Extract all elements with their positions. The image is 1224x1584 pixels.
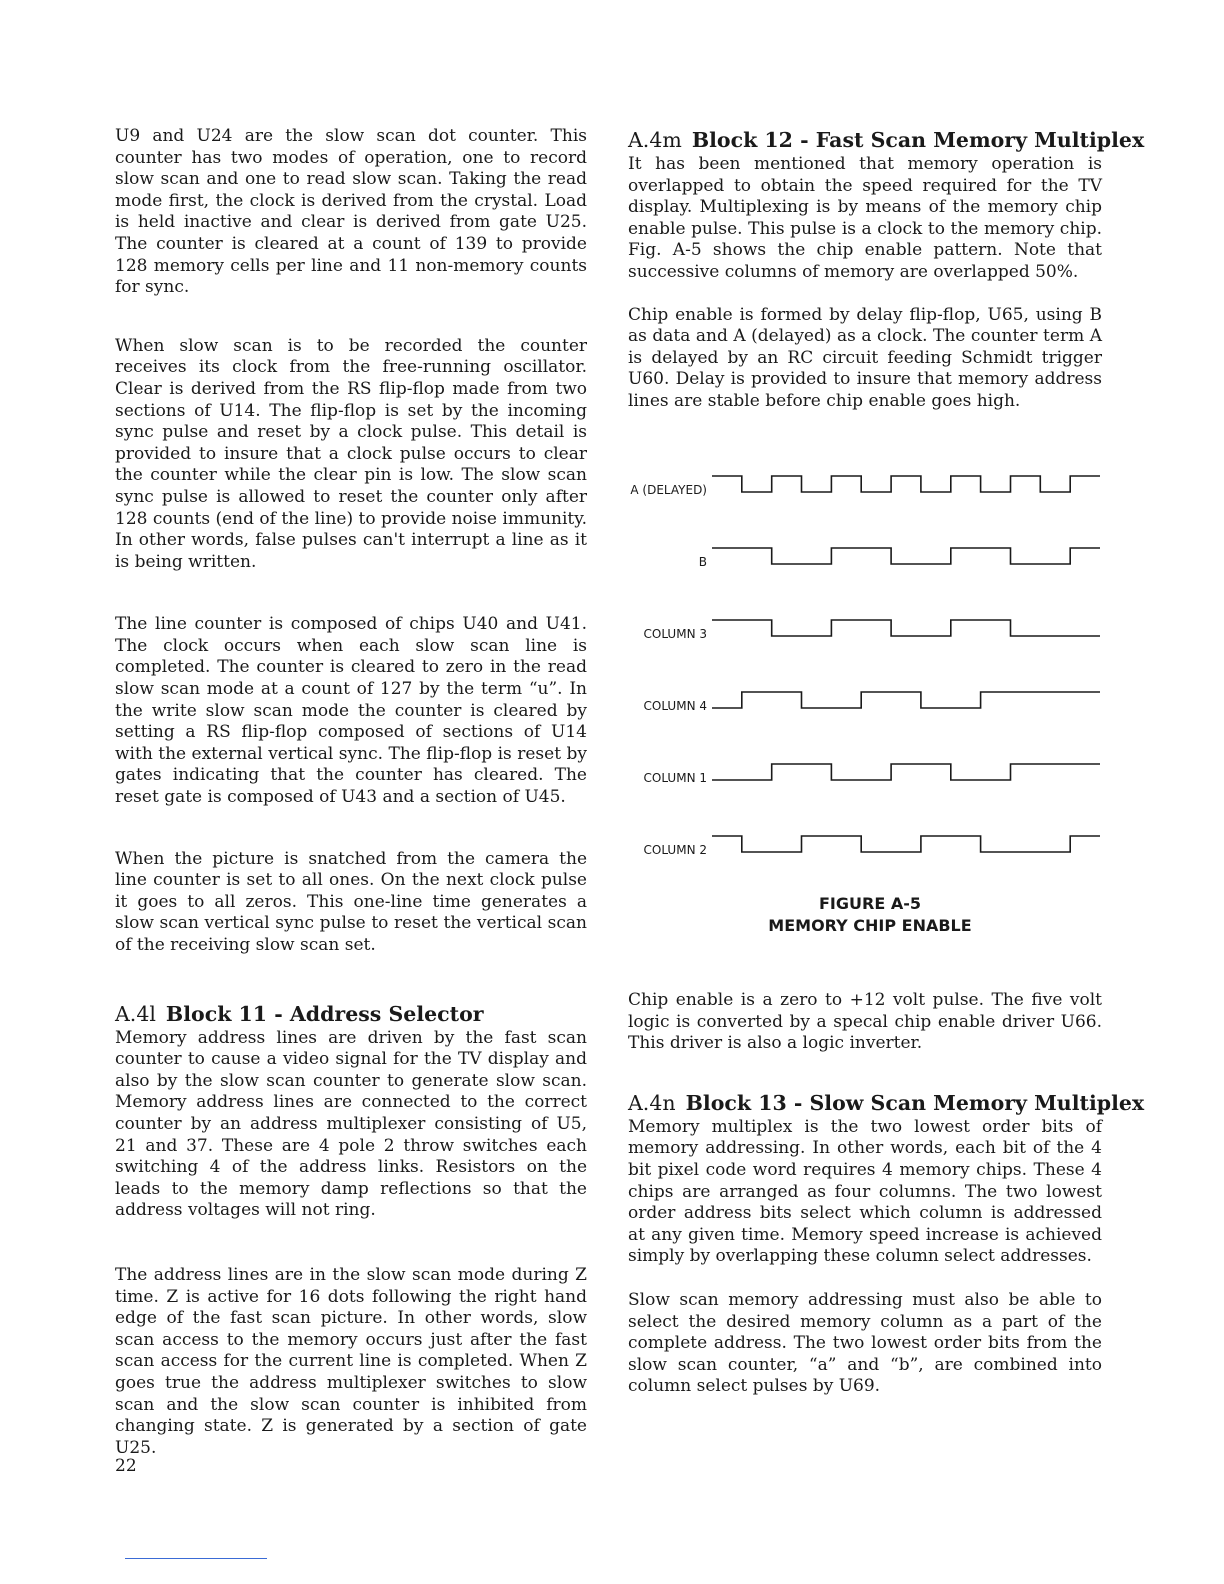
signal-waveform — [712, 692, 1100, 708]
signal-waveform — [712, 764, 1100, 780]
paragraph-z-time: The address lines are in the slow scan mode during Z time. Z is active for 16 dots following the right hand edge of the fast scan picture. In other words, slow scan access to the memory occurs just after the fast scan access for the current line is completed. When Z goes true the address multiplexer switches to slow scan and the slow scan counter is inhibited from changing state. Z is generated by a section of gate U25. — [115, 1264, 587, 1458]
page-number: 22 — [115, 1456, 137, 1476]
paragraph-chip-enable-formed: Chip enable is formed by delay flip-flop, U65, using B as data and A (delayed) as a clock. The counter term A is delayed by an RC circuit feeding Schmidt trigger U60. Delay is provided to insure that memory address lines are stable before chip enable goes high. — [628, 304, 1102, 411]
footer-rule — [125, 1558, 267, 1559]
signal-label: A (DELAYED) — [630, 483, 707, 497]
signal-label: B — [698, 555, 707, 569]
section-number: A.4m — [628, 128, 682, 152]
signal-waveform — [712, 620, 1100, 636]
timing-diagram — [628, 470, 1102, 870]
figure-caption-number: FIGURE A-5 — [819, 894, 921, 913]
section-title: Block 12 - Fast Scan Memory Multiplex — [691, 128, 1145, 152]
signal-label: COLUMN 4 — [643, 699, 707, 713]
paragraph-slow-scan-dot-counter: U9 and U24 are the slow scan dot counter. This counter has two modes of operation, one to record slow scan and one to read slow scan. Taking the read mode first, the clock is derived from the crystal. Load is held inactive and clear is derived from gate U25. The counter is cleared at a count of 139 to provide 128 memory cells per line and 11 non-memory counts for sync. — [115, 126, 587, 298]
section-title: Block 13 - Slow Scan Memory Multiplex — [685, 1090, 1145, 1115]
paragraph-address-lines-driven: Memory address lines are driven by the fast scan counter to cause a video signal for the TV display and also by the slow scan counter to generate slow scan. Memory address lines are connected to the correct counter by an address multiplexer consisting of U5, 21 and 37. These are 4 pole 2 throw switches each switching 4 of the address links. Resistors on the leads to the memory damp reflections so that the address voltages will not ring. — [115, 1027, 587, 1221]
section-number: A.4l — [115, 1001, 156, 1026]
paragraph-slow-scan-addressing: Slow scan memory addressing must also be able to select the desired memory column as a part of the complete address. The two lowest order bits from the slow scan counter, “a” and “b”, are combined into column select pulses by U69. — [628, 1289, 1102, 1397]
paragraph-memory-multiplex: Memory multiplex is the two lowest order bits of memory addressing. In other words, each bit of the 4 bit pixel code word requires 4 memory chips. These 4 chips are arranged as four columns. The two lowest order address bits select which column is addressed at any given time. Memory speed increase is achieved simply by overlapping these column select addresses. — [628, 1116, 1102, 1267]
section-heading-a4m — [628, 126, 1145, 154]
section-number: A.4n — [628, 1090, 676, 1115]
timing-diagram-svg — [628, 470, 1102, 870]
right-column-bottom — [628, 990, 1145, 1398]
signal-label: COLUMN 3 — [643, 627, 707, 641]
paragraph-record-slow-scan: When slow scan is to be recorded the counter receives its clock from the free-running oscillator. Clear is derived from the RS flip-flop made from two sections of U14. The flip-flop is set by the incoming sync pulse and reset by a clock pulse. This detail is provided to insure that a clock pulse occurs to clear the counter while the clear pin is low. The slow scan sync pulse is allowed to reset the counter only after 128 counts (end of the line) to provide noise immunity. In other words, false pulses can't interrupt a line as it is being written. — [115, 335, 587, 572]
section-heading-a4l — [115, 1000, 587, 1028]
figure-caption-title: MEMORY CHIP ENABLE — [768, 916, 972, 935]
signal-label: COLUMN 2 — [643, 843, 707, 857]
right-column-top — [628, 126, 1145, 413]
signal-waveform — [712, 836, 1100, 852]
signal-waveform — [712, 548, 1100, 564]
signal-waveform — [712, 476, 1100, 492]
paragraph-picture-snatched: When the picture is snatched from the camera the line counter is set to all ones. On the next clock pulse it goes to all zeros. This one-line time generates a slow scan vertical sync pulse to reset the vertical scan of the receiving slow scan set. — [115, 848, 587, 955]
paragraph-memory-overlapped: It has been mentioned that memory operation is overlapped to obtain the speed required for the TV display. Multiplexing is by means of the memory chip enable pulse. This pulse is a clock to the memory chip. Fig. A-5 shows the chip enable pattern. Note that successive columns of memory are overlapped 50%. — [628, 154, 1102, 282]
section-title: Block 11 - Address Selector — [165, 1001, 484, 1026]
signal-label: COLUMN 1 — [643, 771, 707, 785]
left-column — [115, 126, 587, 1459]
paragraph-line-counter: The line counter is composed of chips U40 and U41. The clock occurs when each slow scan line is completed. The counter is cleared to zero in the read slow scan mode at a count of 127 by the term “u”. In the write slow scan mode the counter is cleared by setting a RS flip-flop composed of sections of U14 with the external vertical sync. The flip-flop is reset by gates indicating that the counter has cleared. The reset gate is composed of U43 and a section of U45. — [115, 614, 587, 808]
section-heading-a4n — [628, 1089, 1145, 1117]
paragraph-chip-enable-pulse: Chip enable is a zero to +12 volt pulse. The five volt logic is converted by a specal chip enable driver U66. This driver is also a logic inverter. — [628, 990, 1102, 1054]
